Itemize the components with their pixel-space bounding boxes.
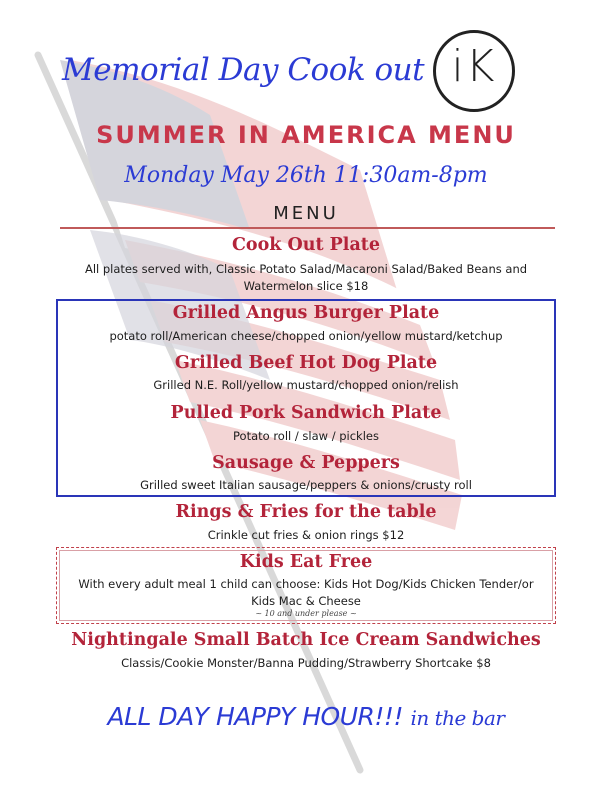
- kids-desc-2: Kids Mac & Cheese: [251, 594, 361, 608]
- plate-title: Grilled Angus Burger Plate: [172, 303, 440, 323]
- logo-text: iK: [451, 41, 497, 92]
- happy-hour: [0, 702, 612, 731]
- menu-label: MENU: [273, 203, 339, 224]
- cookout-title: Cook Out Plate: [232, 235, 380, 255]
- plate-desc: Potato roll / slaw / pickles: [233, 429, 379, 443]
- cookout-desc-2: Watermelon slice $18: [243, 279, 369, 293]
- plate-desc: Grilled sweet Italian sausage/peppers & onions/crusty roll: [140, 478, 472, 492]
- rings-desc: Crinkle cut fries & onion rings $12: [207, 528, 405, 542]
- kids-desc-1: With every adult meal 1 child can choose: Kids Hot Dog/Kids Chicken Tender/or: [78, 577, 534, 591]
- icecream-desc: Classis/Cookie Monster/Banna Pudding/Strawberry Shortcake $8: [121, 656, 491, 670]
- event-title: Memorial Day Cook out: [62, 52, 425, 88]
- plate-title: Sausage & Peppers: [212, 453, 400, 473]
- event-date: Monday May 26th 11:30am-8pm: [124, 163, 488, 188]
- kids-note: ~ 10 and under please ~: [255, 609, 357, 618]
- happy-hour-text: ALL DAY HAPPY HOUR!!!: [107, 702, 403, 731]
- rings-title: Rings & Fries for the table: [175, 502, 437, 522]
- icecream-title: Nightingale Small Batch Ice Cream Sandwiches: [71, 630, 541, 650]
- plate-desc: potato roll/American cheese/chopped onion/yellow mustard/ketchup: [109, 329, 503, 343]
- menu-subtitle: SUMMER IN AMERICA MENU: [96, 121, 516, 149]
- plate-title: Pulled Pork Sandwich Plate: [170, 403, 442, 423]
- divider: [60, 227, 555, 229]
- in-bar-text: in the bar: [410, 706, 505, 730]
- cookout-desc-1: All plates served with, Classic Potato Salad/Macaroni Salad/Baked Beans and: [84, 262, 528, 276]
- ik-logo: [433, 30, 515, 112]
- plate-title: Grilled Beef Hot Dog Plate: [174, 353, 438, 373]
- kids-title: Kids Eat Free: [239, 552, 373, 572]
- plate-desc: Grilled N.E. Roll/yellow mustard/chopped onion/relish: [153, 378, 459, 392]
